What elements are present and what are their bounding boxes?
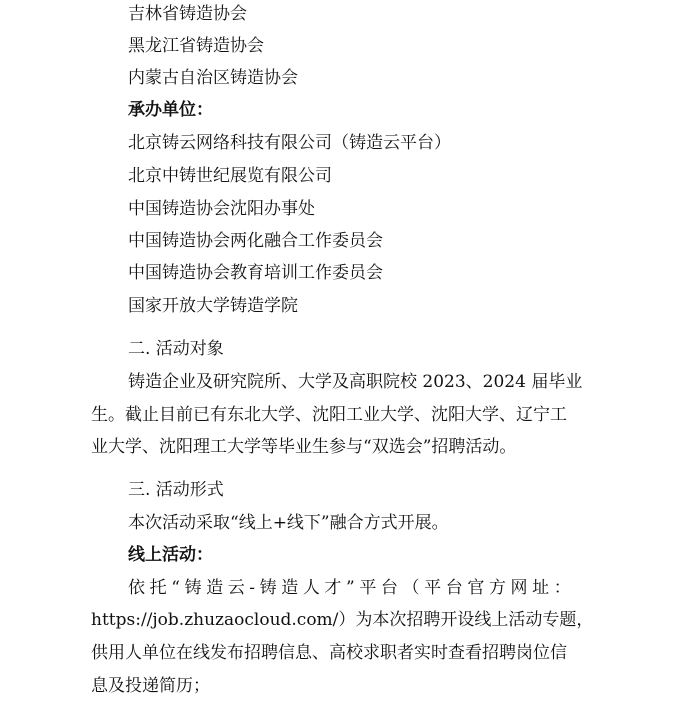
organizer-line: 黑龙江省铸造协会 bbox=[128, 36, 264, 56]
undertaker-line: 北京铸云网络科技有限公司（铸造云平台） bbox=[128, 133, 451, 153]
paragraph-line: 生。截止目前已有东北大学、沈阳工业大学、沈阳大学、辽宁工 bbox=[91, 405, 567, 425]
section-heading-targets: 二. 活动对象 bbox=[128, 339, 224, 359]
section-heading-format: 三. 活动形式 bbox=[128, 480, 224, 500]
paragraph-line: 息及投递简历； bbox=[91, 676, 210, 696]
paragraph-line: 铸造企业及研究院所、大学及高职院校 2023、2024 届毕业 bbox=[128, 372, 583, 392]
online-activity-heading: 线上活动： bbox=[128, 545, 213, 565]
organizer-line: 内蒙古自治区铸造协会 bbox=[128, 68, 298, 88]
paragraph-line: 业大学、沈阳理工大学等毕业生参与“双选会”招聘活动。 bbox=[91, 437, 517, 457]
paragraph-line: 本次活动采取“线上+线下”融合方式开展。 bbox=[128, 513, 449, 533]
paragraph-line: 依托“铸造云-铸造人才”平台（平台官方网址： bbox=[128, 578, 576, 598]
undertaker-line: 国家开放大学铸造学院 bbox=[128, 296, 298, 316]
paragraph-line-url: https://job.zhuzaocloud.com/）为本次招聘开设线上活动专题， bbox=[91, 610, 594, 630]
undertaker-line: 中国铸造协会两化融合工作委员会 bbox=[128, 231, 383, 251]
paragraph-line: 供用人单位在线发布招聘信息、高校求职者实时查看招聘岗位信 bbox=[91, 643, 567, 663]
organizer-line: 吉林省铸造协会 bbox=[128, 4, 247, 24]
undertakers-heading: 承办单位： bbox=[128, 100, 213, 120]
undertaker-line: 北京中铸世纪展览有限公司 bbox=[128, 166, 332, 186]
undertaker-line: 中国铸造协会沈阳办事处 bbox=[128, 199, 315, 219]
undertaker-line: 中国铸造协会教育培训工作委员会 bbox=[128, 263, 383, 283]
